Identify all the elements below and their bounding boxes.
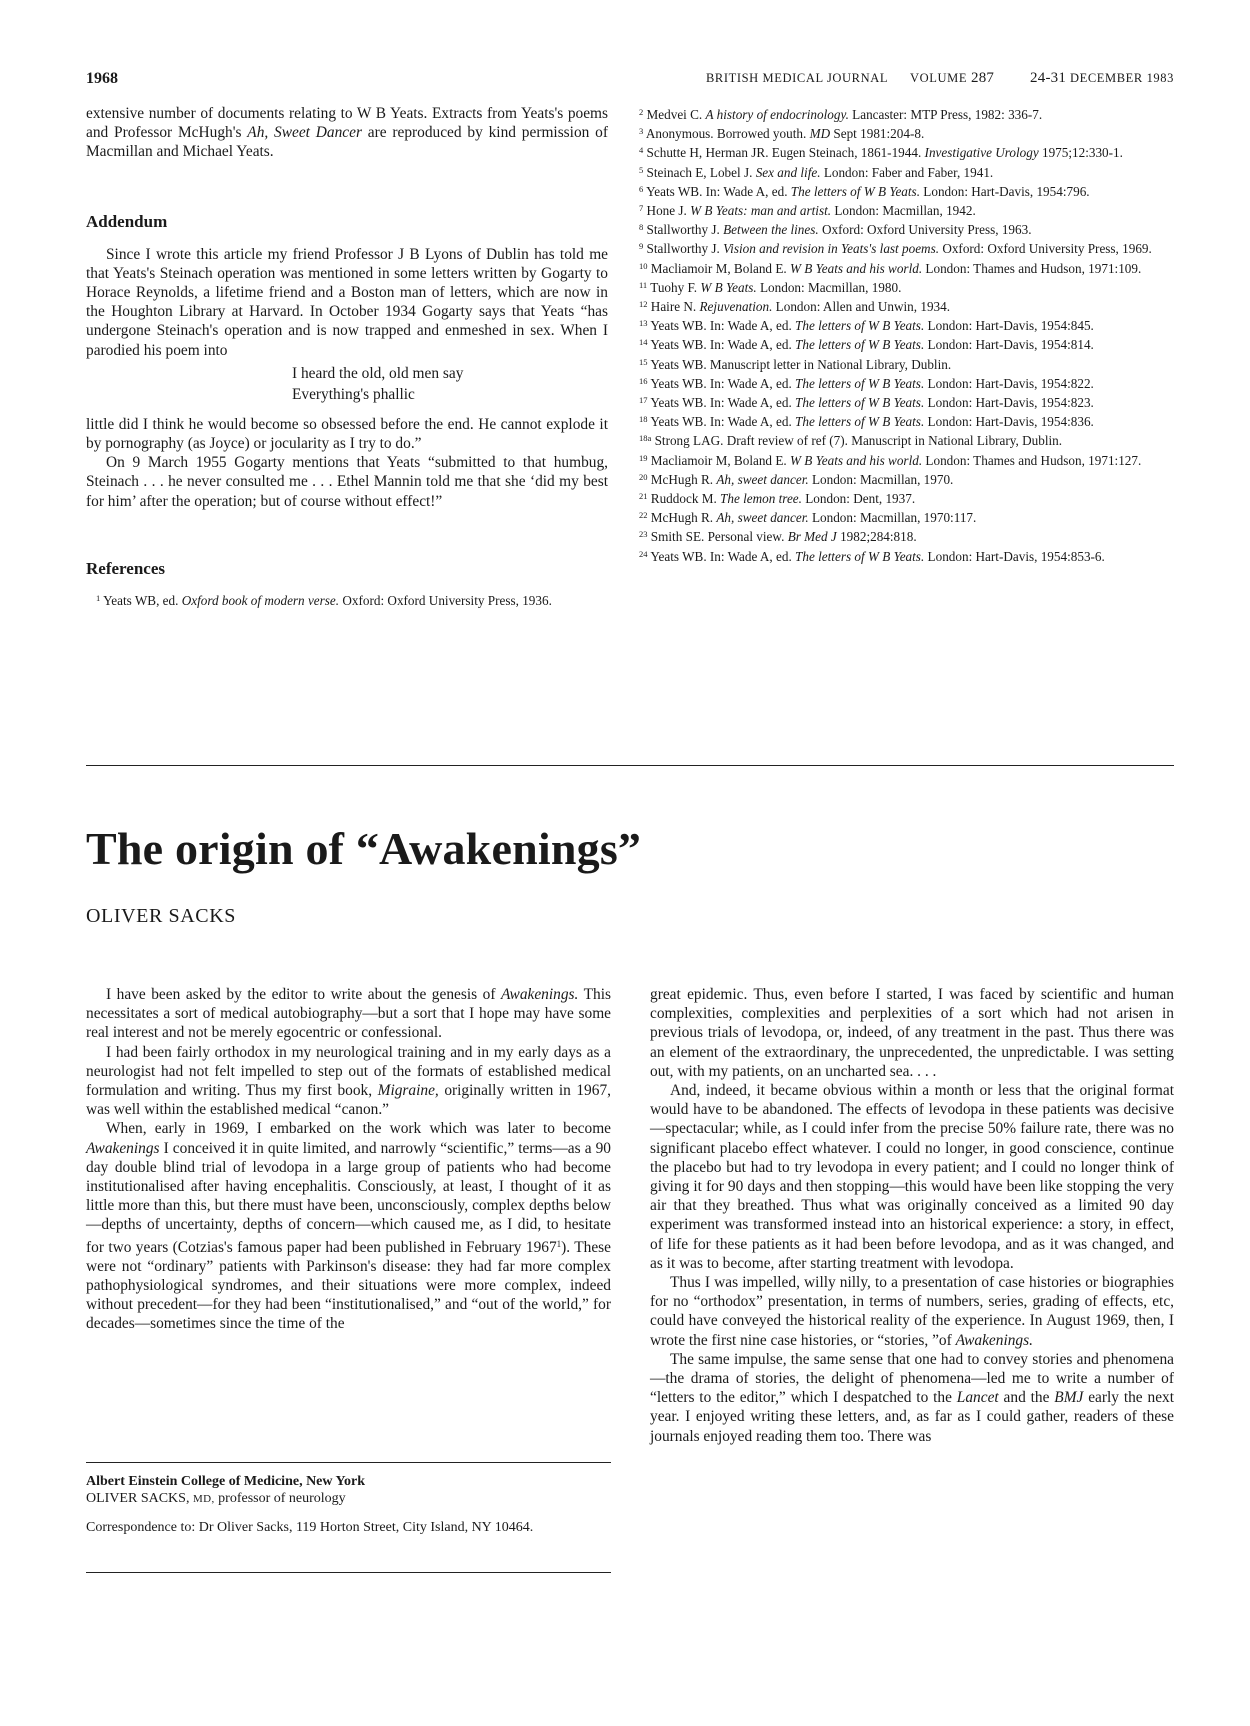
author-affiliation: OLIVER SACKS, MD, professor of neurology [86,1491,346,1506]
reference-number: 24 [639,548,648,559]
addendum-paragraph: little did I think he would become so obsessed before the end. He cannot explode it by pornography (as Joyce) or jocularity as I try to do.” [86,415,608,453]
reference-item: $^{13}$ Yeats WB. In: Wade A, ed. The letters of W B Yeats. London: Hart-Davis, 1954:845. [639,318,1094,334]
reference-number: 12 [639,299,648,310]
reference-item: $^3$ Anonymous. Borrowed youth. MD Sept 1981:204-8. [639,126,925,142]
reference-item: $^{23}$ Smith SE. Personal view. Br Med J 1982;284:818. [639,529,917,545]
poem-line: I heard the old, old men say [292,364,464,382]
body-paragraph: When, early in 1969, I embarked on the work which was later to become Awakenings I conceived it in quite limited, and narrowly “scientific,” terms—as a 90 day double blind trial of levodopa in a large group of patients who had become institutionalised after having encephalitis. Consciously, at least, I thought of it as little more than this, but there must have been, unconsciously, complex depths below—depths of uncertainty, depths of concern—which caused me, as I did, to hesitate for two years (Cotzias's famous paper had been published in February 1967$^1$). These were not “ordinary” patients with Parkinson's disease: they had far more complex pathophysiological syndromes, and their situations were more complex, indeed without precedent—for they had been “institutionalised,” and “out of the world,” for decades—sometimes since the time of the [86,1120,611,1333]
reference-number: 16 [639,375,648,386]
affiliation-block [86,1473,611,1536]
body-paragraph: Thus I was impelled, willy nilly, to a presentation of case histories or biographies for no “orthodox” presentation, in terms of numbers, series, grading of effects, etc, could have conveyed the historical reality of the experience. In August 1969, then, I wrote the first nine case histories, or “stories, ”of Awakenings. [650,1274,1174,1349]
reference-item: $^{22}$ McHugh R. Ah, sweet dancer. London: Macmillan, 1970:117. [639,510,977,526]
reference-item: $^{21}$ Ruddock M. The lemon tree. London: Dent, 1937. [639,491,916,507]
reference-item: $^{12}$ Haire N. Rejuvenation. London: Allen and Unwin, 1934. [639,299,951,315]
volume-number: 287 [971,70,995,86]
reference-number: 13 [639,318,648,329]
reference-item: $^{11}$ Tuohy F. W B Yeats. London: Macmillan, 1980. [639,279,902,295]
reference-item: $^7$ Hone J. W B Yeats: man and artist. London: Macmillan, 1942. [639,203,976,219]
body-paragraph: I had been fairly orthodox in my neurological training and in my early days as a neurologist had not felt impelled to step out of the formats of established medical formulation and writing. Thus my first book, Migraine, originally written in 1967, was well within the established medical “canon.” [86,1043,611,1119]
reference-item: $^{24}$ Yeats WB. In: Wade A, ed. The letters of W B Yeats. London: Hart-Davis, 1954:853-6. [639,548,1105,564]
reference-number: 18 [639,414,648,425]
reference-number: 9 [639,241,644,252]
reference-number: 11 [639,279,648,290]
body-paragraph: I have been asked by the editor to write about the genesis of Awakenings. This necessitates a sort of medical autobiography—but a sort that I hope may have some real interest and not be merely egocentric or confessional. [86,986,611,1042]
reference-item: $^{18}$ Yeats WB. In: Wade A, ed. The letters of W B Yeats. London: Hart-Davis, 1954:836. [639,414,1094,430]
reference-number: 19 [639,452,648,463]
poem-line: Everything's phallic [292,385,415,403]
reference-item: $^{16}$ Yeats WB. In: Wade A, ed. The letters of W B Yeats. London: Hart-Davis, 1954:822. [639,375,1094,391]
reference-number: 21 [639,491,648,502]
reference-item: $^{19}$ Macliamoir M, Boland E. W B Yeats and his world. London: Thames and Hudson, 1971:127. [639,452,1142,468]
reference-item: $^5$ Steinach E, Lobel J. Sex and life. London: Faber and Faber, 1941. [639,164,994,180]
acknowledgement-paragraph: extensive number of documents relating to W B Yeats. Extracts from Yeats's poems and Professor McHugh's Ah, Sweet Dancer are reproduced by kind permission of Macmillan and Michael Yeats. [86,105,608,161]
article-title: The origin of “Awakenings” [86,823,642,874]
reference-number: 1 [96,592,101,603]
addendum-paragraph: On 9 March 1955 Gogarty mentions that Yeats “submitted to that humbug, Steinach . . . he never consulted me . . . Ethel Mannin told me that she ‘did my best for him’ after the operation; but of course without effect!” [86,454,608,510]
reference-item: $^{20}$ McHugh R. Ah, sweet dancer. London: Macmillan, 1970. [639,471,954,487]
date-range: 24-31 [1030,70,1067,86]
reference-number: 18a [639,433,652,444]
references-list-left [86,590,608,609]
reference-number: 7 [639,203,644,214]
correspondence-address: Correspondence to: Dr Oliver Sacks, 119 Horton Street, City Island, NY 10464. [86,1520,534,1535]
reference-item: $^{18a}$ Strong LAG. Draft review of ref (7). Manuscript in National Library, Dublin. [639,433,1063,449]
reference-number: 10 [639,260,648,271]
body-paragraph: The same impulse, the same sense that one had to convey stories and phenomena—the drama of stories, the delight of phenomena—led me to write a number of “letters to the editor,” which I despatched to the Lancet and the BMJ early the next year. I enjoyed writing these letters, and, as far as I could gather, readers of these journals enjoyed reading them too. There was [650,1350,1174,1445]
reference-number: 6 [639,183,644,194]
body-paragraph: great epidemic. Thus, even before I started, I was faced by scientific and human complexities, complexities and perplexities of a sort which had not arisen in previous trials of levodopa, or, indeed, of any treatment in the past. Thus there was an element of the extraordinary, the unprecedented, the unpredictable. I was setting out, with my patients, on an uncharted sea. . . . [650,986,1174,1080]
issue-date: DECEMBER 1983 [1070,71,1174,85]
reference-number: 23 [639,529,648,540]
addendum-heading: Addendum [86,211,168,231]
volume-label: VOLUME [910,71,968,85]
affiliation-rule-top [86,1462,611,1463]
reference-item: $^6$ Yeats WB. In: Wade A, ed. The letters of W B Yeats. London: Hart-Davis, 1954:796. [639,183,1090,199]
article-body-left-column [86,985,611,1334]
reference-number: 17 [639,395,648,406]
affiliation-rule-bottom [86,1572,611,1573]
reference-item: $^1$ Yeats WB, ed. Oxford book of modern verse. Oxford: Oxford University Press, 1936. [96,592,552,608]
journal-name: BRITISH MEDICAL JOURNAL [706,71,889,85]
reference-number: 2 [639,107,644,117]
reference-item: $^{15}$ Yeats WB. Manuscript letter in National Library, Dublin. [639,356,952,372]
article-author: OLIVER SACKS [86,905,236,927]
reference-item: $^{17}$ Yeats WB. In: Wade A, ed. The letters of W B Yeats. London: Hart-Davis, 1954:823. [639,395,1094,411]
reference-number: 8 [639,222,644,233]
reference-number: 3 [639,126,644,137]
reference-number: 15 [639,356,648,367]
reference-number: 4 [639,145,644,156]
reference-number: 20 [639,471,648,482]
references-list-right [629,104,1174,565]
reference-number: 5 [639,164,644,175]
page-number: 1968 [86,70,118,87]
poem-quote [292,363,608,405]
reference-item: $^{14}$ Yeats WB. In: Wade A, ed. The letters of W B Yeats. London: Hart-Davis, 1954:814. [639,337,1094,353]
reference-item: $^8$ Stallworthy J. Between the lines. Oxford: Oxford University Press, 1963. [639,222,1032,238]
reference-item: $^4$ Schutte H, Herman JR. Eugen Steinach, 1861-1944. Investigative Urology 1975;12:330-1. [639,145,1123,161]
article-separator [86,765,1174,766]
running-header [706,70,1174,87]
previous-article-left-column [86,104,608,609]
reference-item: $^2$ Medvei C. A history of endocrinology. Lancaster: MTP Press, 1982: 336-7. [639,107,1043,122]
article-body-right-column [650,985,1174,1446]
reference-number: 14 [639,337,648,348]
reference-number: 22 [639,510,648,521]
institution-name: Albert Einstein College of Medicine, New York [86,1474,366,1489]
reference-item: $^9$ Stallworthy J. Vision and revision in Yeats's last poems. Oxford: Oxford University Press, 1969. [639,241,1152,257]
references-heading: References [86,558,165,578]
body-paragraph: And, indeed, it became obvious within a month or less that the original format would have to be abandoned. The effects of levodopa in these patients was decisive—spectacular; while, as I could infer from the precise 50% failure rate, there was no significant placebo effect whatever. I could no longer, in good conscience, continue the placebo but had to try levodopa in every patient; and I could no longer think of giving it for 90 days and then stopping—this would have been like stopping the very air that they breathed. Thus what was originally conceived as a limited 90 day experiment was transformed instead into an historical experience: a story, in effect, of life for these patients as it had been before levodopa, and as it was changed, and as it was to become, after starting treatment with levodopa. [650,1082,1174,1272]
reference-item: $^{10}$ Macliamoir M, Boland E. W B Yeats and his world. London: Thames and Hudson, 1971:109. [639,260,1142,276]
addendum-paragraph: Since I wrote this article my friend Professor J B Lyons of Dublin has told me that Yeats's Steinach operation was mentioned in some letters written by Gogarty to Horace Reynolds, a lifetime friend and a Boston man of letters, which are now in the Houghton Library at Harvard. In October 1934 Gogarty says that Yeats “has undergone Steinach's operation and is now trapped and enmeshed in sex. When I parodied his poem into [86,245,608,359]
